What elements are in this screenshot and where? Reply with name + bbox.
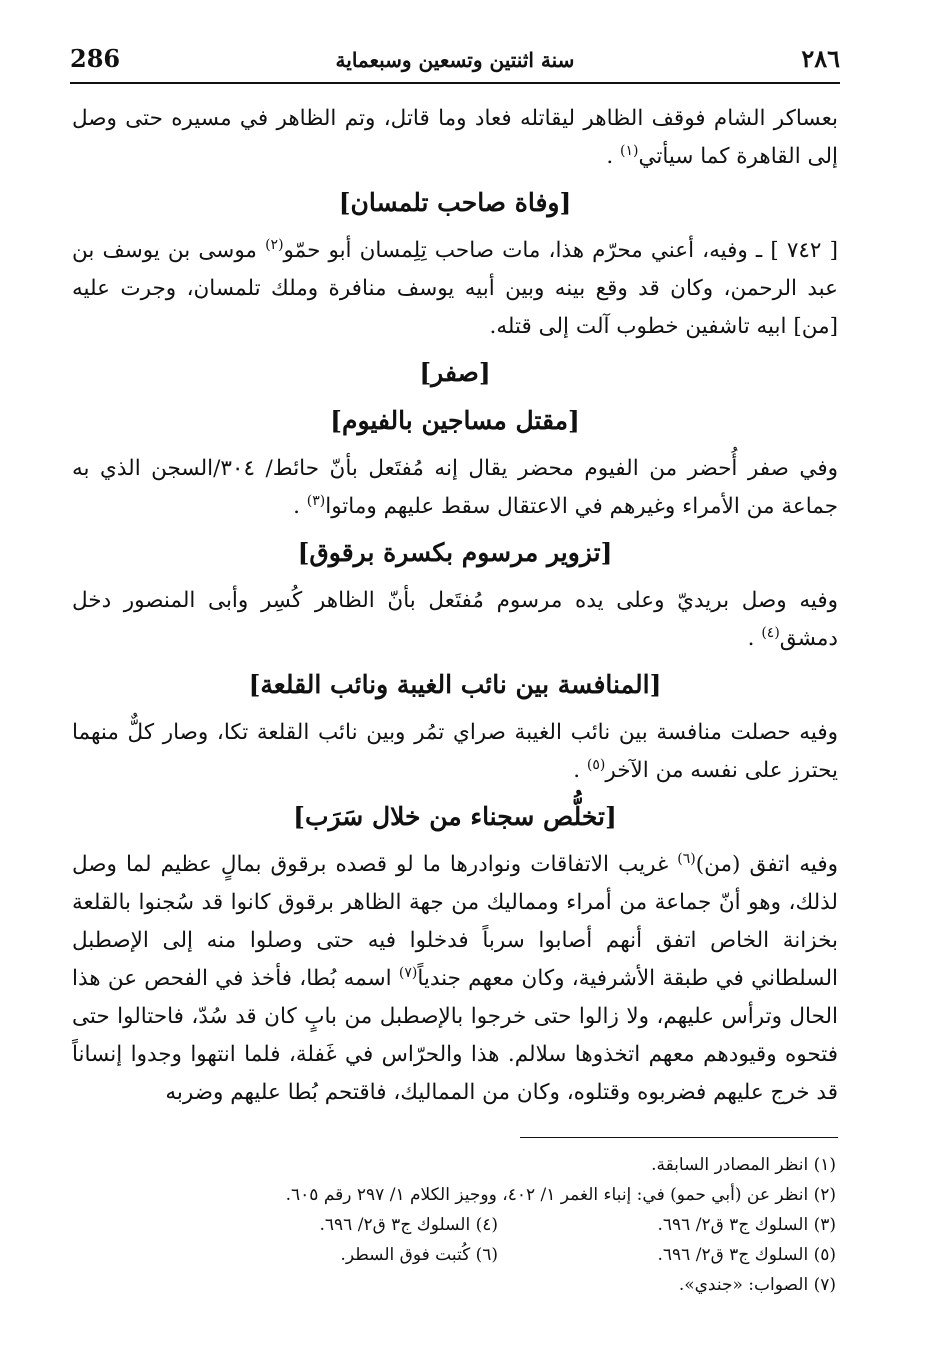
footnote-ref: (٧) bbox=[398, 964, 418, 981]
section-heading: [المنافسة بين نائب الغيبة ونائب القلعة] bbox=[248, 670, 662, 699]
footnote-row bbox=[160, 1240, 836, 1270]
footnote-6: (٦) كُتبت فوق السطر. bbox=[340, 1245, 498, 1265]
paragraph-text: غريب الاتفاقات ونوادرها ما لو قصده برقوق بمالٍ عظيم لما وصل لذلك، وهو أنّ جماعة من أمراء ومماليك من جهة الظاهر برقوق كانوا قد سُجنوا بالقلعة بخزانة الخاص اتفق أنهم أصابوا سرباً فدخلوا فيه حتى وصلوا منه إلى الإصطبل السلطاني في طبقة الأشرفية، وكان معهم جندياً bbox=[72, 852, 838, 991]
paragraph-death-tlemcen bbox=[72, 232, 838, 346]
main-text bbox=[72, 100, 838, 1118]
paragraph-text: اسمه بُطا، فأخذ في الفحص عن هذا الحال وترأس عليهم، ولا زالوا حتى خرجوا بالإصطبل من بابٍ كان قد سُدّ، فاحتالوا حتى فتحوه وقيودهم معهم اتخذوها سلالم. هذا والحرّاس في غَفلة، فلما انتهوا وجدوا إنساناً قد خرج عليهم فضربوه وقتلوه، وكان من المماليك، فاقتحم بُطا عليهم وضربه bbox=[72, 966, 838, 1105]
footnote-4: (٤) السلوك ج٣ ق٢/ ٦٩٦. bbox=[319, 1215, 498, 1235]
paragraph-fayyum: وفي صفر أُحضر من الفيوم محضر يقال إنه مُفتَعل بأنّ حائط/ ٣٠٤/السجن الذي به جماعة من الأمراء وغيرهم في الاعتقال سقط عليهم وماتوا$^{(٣)}$ . bbox=[72, 456, 838, 519]
paragraph-text: وفي صفر أُحضر من الفيوم محضر يقال إنه مُفتَعل بأنّ حائط/ ٣٠٤/السجن الذي به جماعة من الأمراء وغيرهم في الاعتقال سقط عليهم وماتوا bbox=[72, 456, 838, 519]
paragraph-text: وفيه اتفق (من) bbox=[695, 852, 838, 877]
paragraph-text: [ ٧٤٢ ] ـ وفيه، أعني محرّم هذا، مات صاحب تِلِمسان أبو حمّو bbox=[283, 238, 838, 263]
footnotes bbox=[160, 1150, 836, 1300]
paragraph-text: وفيه حصلت منافسة بين نائب الغيبة صراي تمُر وبين نائب القلعة تكا، وصار كلٌّ منهما يحترز على نفسه من الآخر bbox=[72, 720, 838, 783]
footnote-divider bbox=[520, 1137, 838, 1138]
section-heading: [مقتل مساجين بالفيوم] bbox=[330, 406, 580, 435]
footnote-ref: (٤) bbox=[761, 624, 780, 641]
footnote-ref: (٢) bbox=[265, 236, 284, 253]
section-heading: [تزوير مرسوم بكسرة برقوق] bbox=[297, 538, 613, 567]
footnote-3: (٣) السلوك ج٣ ق٢/ ٦٩٦. bbox=[657, 1215, 836, 1235]
page-number-arabic: ٢٨٦ bbox=[801, 44, 840, 73]
footnote-row bbox=[160, 1210, 836, 1240]
footnote-1: (١) انظر المصادر السابقة. bbox=[651, 1155, 836, 1175]
section-heading: [تخلُّص سجناء من خلال سَرَب] bbox=[293, 802, 617, 831]
paragraph-rivalry: وفيه حصلت منافسة بين نائب الغيبة صراي تمُر وبين نائب القلعة تكا، وصار كلٌّ منهما يحترز على نفسه من الآخر$^{(٥)}$ . bbox=[72, 720, 838, 783]
month-heading: [صفر] bbox=[419, 358, 491, 387]
page-number-latin: 286 bbox=[70, 44, 121, 73]
paragraph-continuation: بعساكر الشام فوقف الظاهر ليقاتله فعاد وما قاتل، وتم الظاهر في مسيره حتى وصل إلى القاهرة كما سيأتي$^{(١)}$ . bbox=[72, 106, 838, 169]
footnote-2: (٢) انظر عن (أبي حمو) في: إنباء الغمر ١/ ٤٠٢، ووجيز الكلام ١/ ٢٩٧ رقم ٦٠٥. bbox=[285, 1185, 836, 1205]
running-title: سنة اثنتين وتسعين وسبعماية bbox=[335, 48, 575, 72]
paragraph-text: وفيه وصل بريديّ وعلى يده مرسوم مُفتَعل بأنّ الظاهر كُسِر وأبى المنصور دخل دمشق bbox=[72, 588, 838, 651]
footnote-ref: (٣) bbox=[306, 492, 326, 509]
footnote-7: (٧) الصواب: «جندي». bbox=[678, 1275, 836, 1295]
header-divider bbox=[70, 82, 840, 84]
paragraph-text: بعساكر الشام فوقف الظاهر ليقاتله فعاد وما قاتل، وتم الظاهر في مسيره حتى وصل إلى القاهرة كما سيأتي bbox=[72, 106, 838, 169]
paragraph-prison-escape bbox=[72, 846, 838, 1112]
footnote-5: (٥) السلوك ج٣ ق٢/ ٦٩٦. bbox=[657, 1245, 836, 1265]
section-heading: [وفاة صاحب تلمسان] bbox=[338, 188, 572, 217]
footnote-ref: (٥) bbox=[586, 756, 606, 773]
footnote-ref: (٦) bbox=[677, 850, 696, 867]
footnote-ref: (١) bbox=[619, 142, 639, 159]
paragraph-text: موسى بن يوسف بن عبد الرحمن، وكان قد وقع بينه وبين أبيه يوسف منافرة وملك تلمسان، وجرت عليه [من] ابيه تاشفين خطوب آلت إلى قتله. bbox=[72, 238, 838, 339]
page-header bbox=[70, 44, 840, 80]
paragraph-forged-decree: وفيه وصل بريديّ وعلى يده مرسوم مُفتَعل بأنّ الظاهر كُسِر وأبى المنصور دخل دمشق$^{(٤)}$ . bbox=[72, 588, 838, 651]
